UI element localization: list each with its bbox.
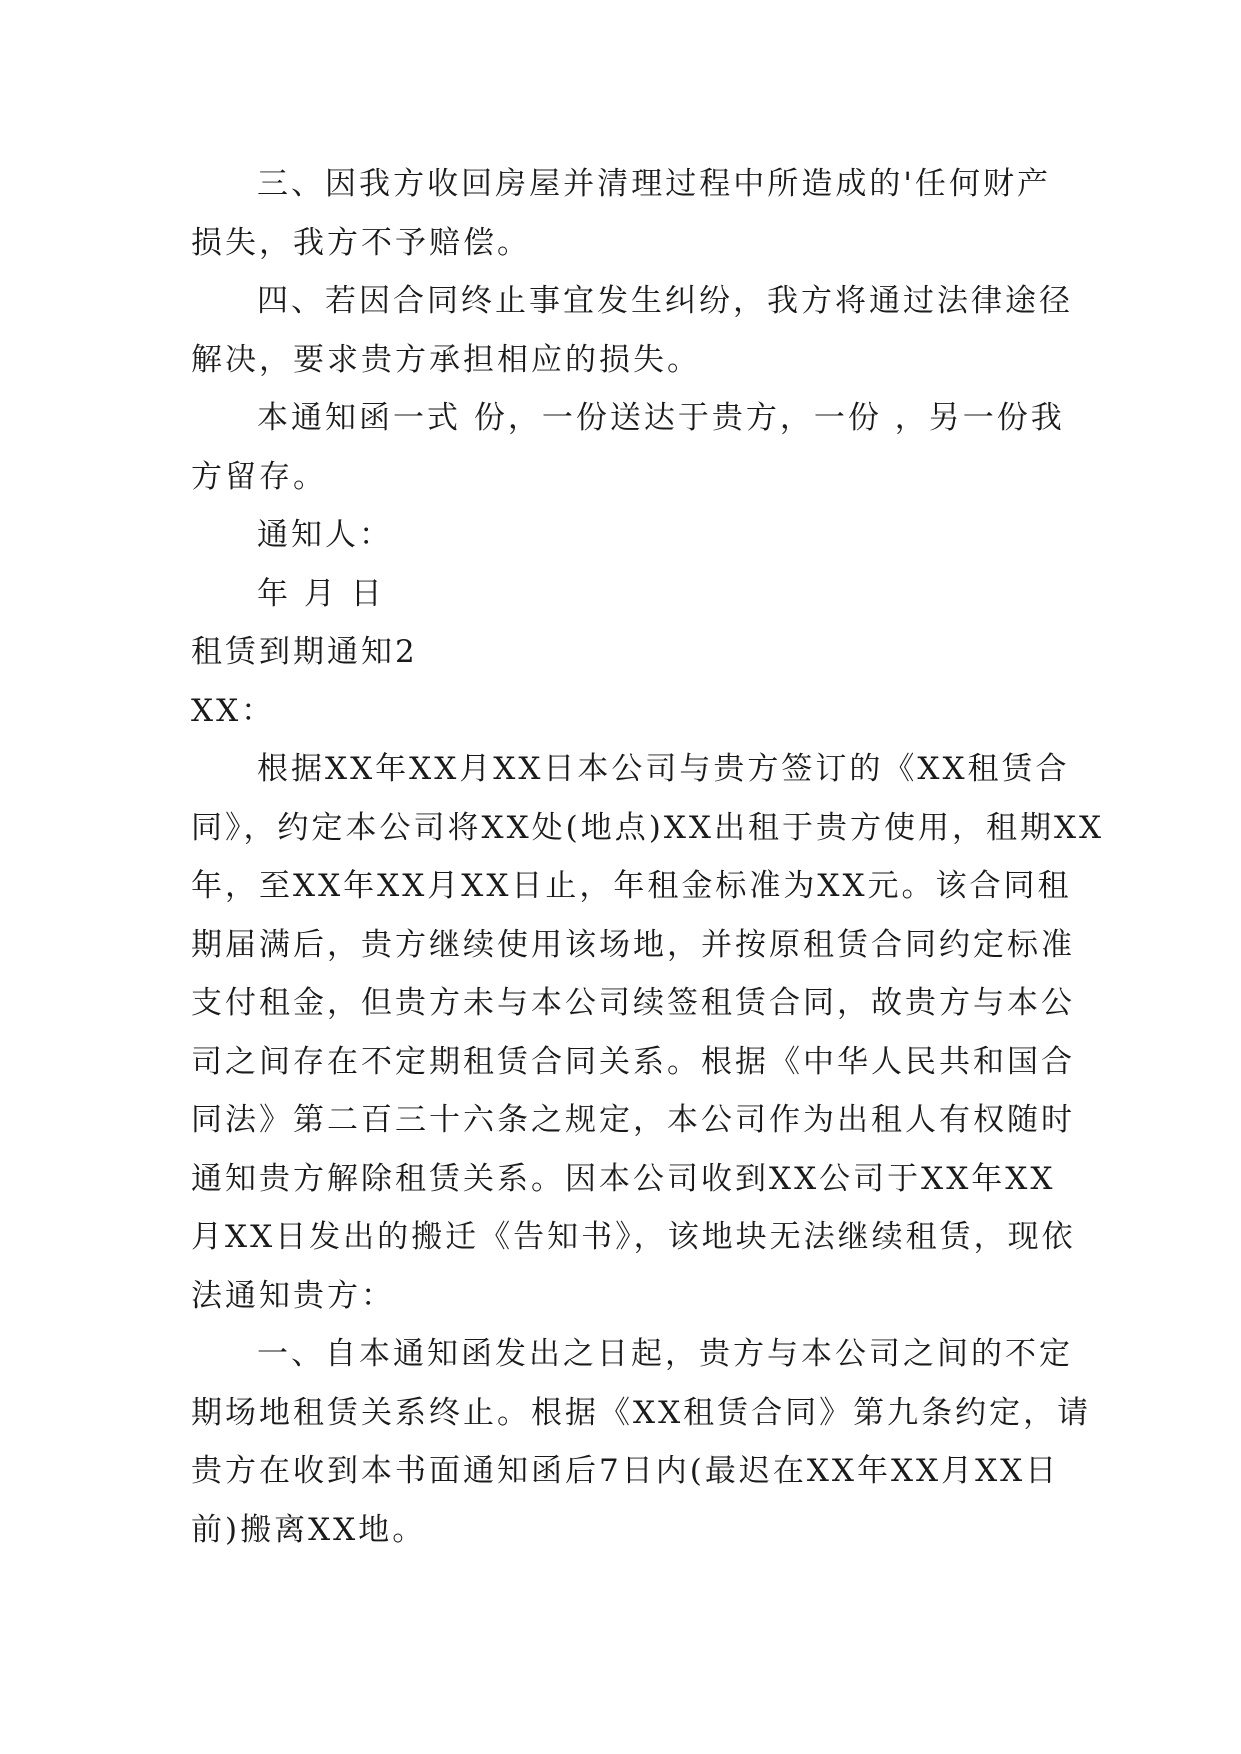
body-line-9: 月XX日发出的搬迁《告知书》，该地块无法继续租赁，现依 bbox=[191, 1219, 1076, 1255]
paragraph-4-line-2: 解决，要求贵方承担相应的损失。 bbox=[191, 341, 701, 378]
paragraph-3-line-1: 三、因我方收回房屋并清理过程中所造成的'任何财产 bbox=[257, 166, 1051, 202]
paragraph-3-line-2: 损失，我方不予赔偿。 bbox=[191, 224, 531, 261]
copies-line-1: 本通知函一式 份，一份送达于贵方，一份 ，另一份我 bbox=[257, 400, 1065, 436]
addressee: XX： bbox=[191, 692, 276, 729]
body-line-2: 同》，约定本公司将XX处(地点)XX出租于贵方使用，租期XX bbox=[191, 809, 1105, 846]
item-1-line-3: 贵方在收到本书面通知函后7日内(最迟在XX年XX月XX日 bbox=[191, 1453, 1060, 1489]
body-line-4: 期届满后，贵方继续使用该场地，并按原租赁合同约定标准 bbox=[191, 926, 1075, 963]
body-line-5: 支付租金，但贵方未与本公司续签租赁合同，故贵方与本公 bbox=[191, 985, 1075, 1021]
notifier-line: 通知人： bbox=[257, 517, 393, 553]
body-line-10: 法通知贵方： bbox=[191, 1277, 395, 1314]
item-1-line-4: 前)搬离XX地。 bbox=[191, 1511, 427, 1548]
copies-line-2: 方留存。 bbox=[191, 458, 327, 495]
item-1-line-2: 期场地租赁关系终止。根据《XX租赁合同》第九条约定，请 bbox=[191, 1394, 1092, 1431]
body-line-3: 年，至XX年XX月XX日止，年租金标准为XX元。该合同租 bbox=[191, 868, 1072, 904]
body-line-7: 同法》第二百三十六条之规定，本公司作为出租人有权随时 bbox=[191, 1102, 1075, 1138]
item-1-line-1: 一、自本通知函发出之日起，贵方与本公司之间的不定 bbox=[257, 1336, 1073, 1372]
body-line-6: 司之间存在不定期租赁合同关系。根据《中华人民共和国合 bbox=[191, 1043, 1075, 1080]
paragraph-4-line-1: 四、若因合同终止事宜发生纠纷，我方将通过法律途径 bbox=[257, 283, 1073, 319]
body-line-8: 通知贵方解除租赁关系。因本公司收到XX公司于XX年XX bbox=[191, 1160, 1056, 1197]
document-body bbox=[191, 155, 1105, 1559]
section-title: 租赁到期通知2 bbox=[191, 634, 418, 670]
date-line: 年 月 日 bbox=[257, 575, 385, 612]
body-line-1: 根据XX年XX月XX日本公司与贵方签订的《XX租赁合 bbox=[257, 751, 1070, 787]
